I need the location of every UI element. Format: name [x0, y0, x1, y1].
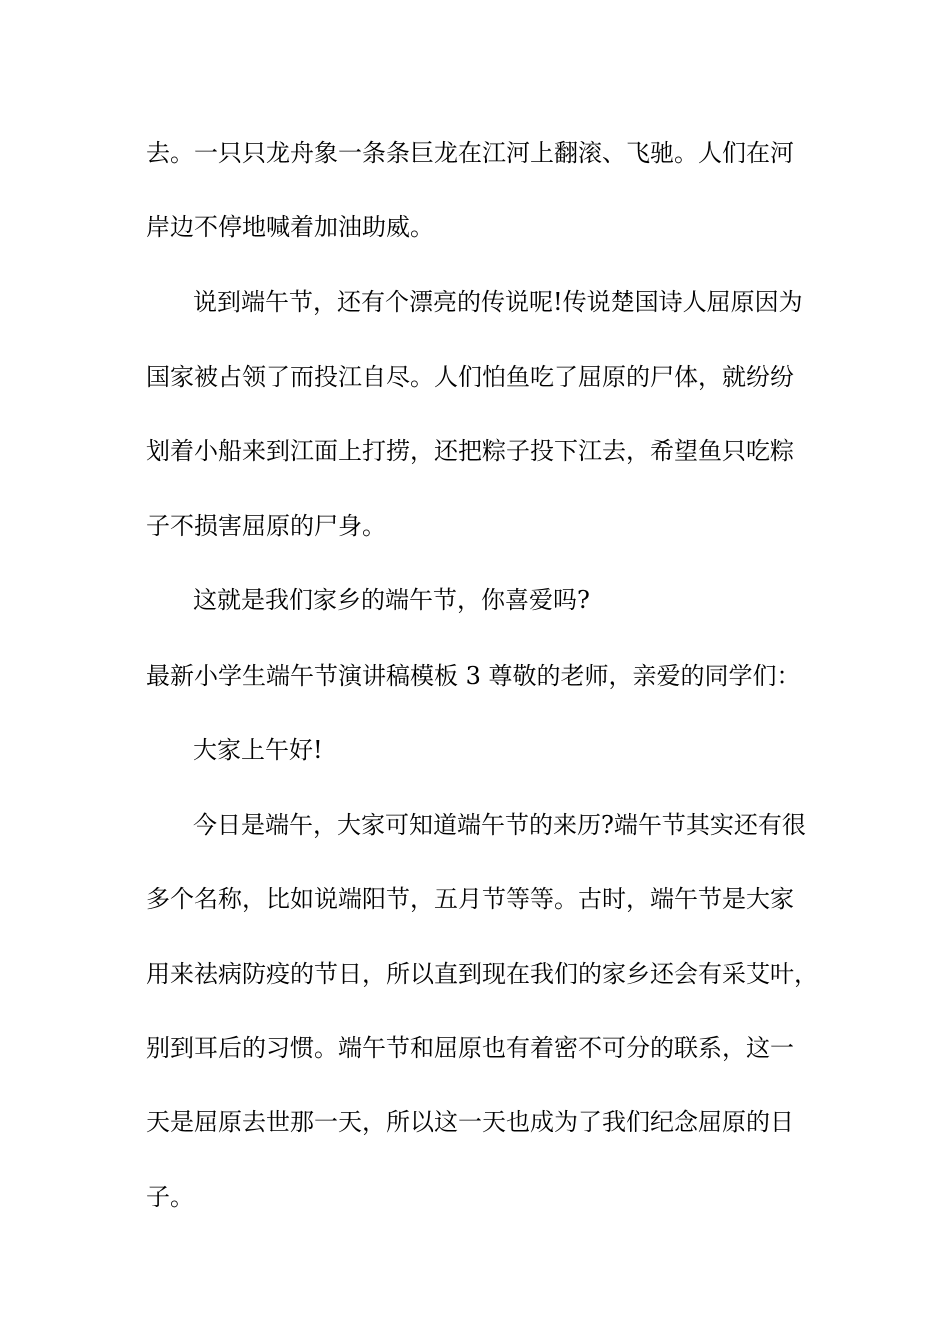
text-line-4: 国家被占领了而投江自尽。人们怕鱼吃了屈原的尸体，就纷纷 [146, 363, 794, 391]
text-line-5: 划着小船来到江面上打捞，还把粽子投下江去，希望鱼只吃粽 [146, 437, 794, 465]
greeting-line: 大家上午好! [193, 736, 323, 764]
paragraph-legend-start: 说到端午节，还有个漂亮的传说呢!传说楚国诗人屈原因为 [193, 288, 803, 316]
text-line-13: 别到耳后的习惯。端午节和屈原也有着密不可分的联系，这一 [146, 1034, 794, 1062]
text-line-14: 天是屈原去世那一天，所以这一天也成为了我们纪念屈原的日 [146, 1108, 794, 1136]
paragraph-closing-question: 这就是我们家乡的端午节，你喜爱吗? [193, 586, 590, 614]
speech-heading: 最新小学生端午节演讲稿模板 3 尊敬的老师，亲爱的同学们： [146, 662, 801, 690]
text-line-12: 用来祛病防疫的节日，所以直到现在我们的家乡还会有采艾叶， [146, 960, 818, 988]
text-line-15: 子。 [146, 1183, 194, 1211]
paragraph-history-start: 今日是端午，大家可知道端午节的来历?端午节其实还有很 [193, 811, 806, 839]
text-line-1: 去。一只只龙舟象一条条巨龙在江河上翻滚、飞驰。人们在河 [146, 139, 794, 167]
text-line-6: 子不损害屈原的尸身。 [146, 512, 386, 540]
text-line-2: 岸边不停地喊着加油助威。 [146, 213, 434, 241]
text-line-11: 多个名称，比如说端阳节，五月节等等。古时，端午节是大家 [146, 885, 794, 913]
